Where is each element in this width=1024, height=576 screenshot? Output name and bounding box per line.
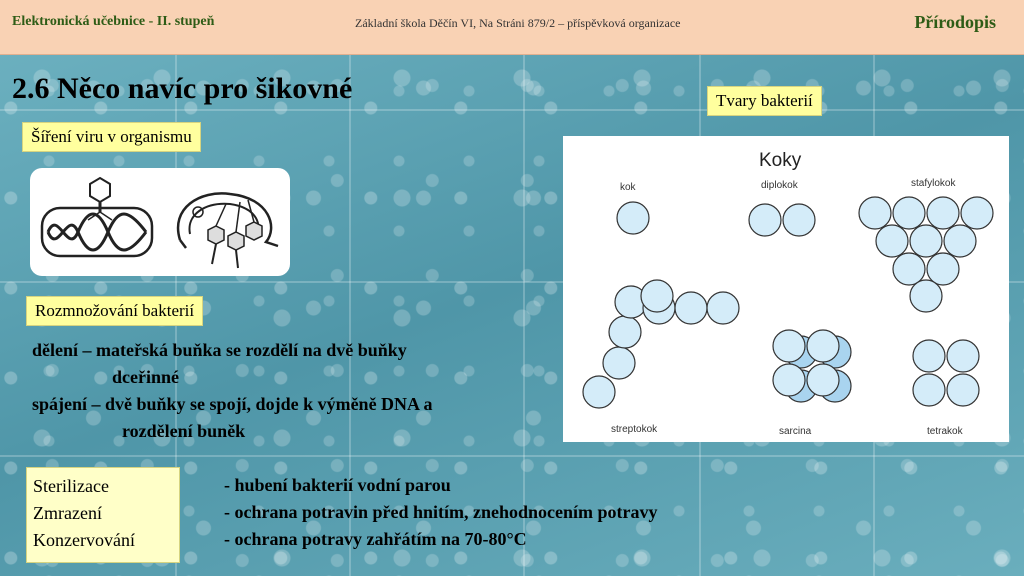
definitions-terms-box bbox=[26, 467, 180, 563]
header-bar bbox=[0, 0, 1024, 55]
cocci-title: Koky bbox=[759, 150, 802, 171]
diplokok-label: diplokok bbox=[761, 180, 798, 191]
header-textbook-title: Elektronická učebnice - II. stupeň bbox=[12, 14, 215, 29]
desc-freezing: - ochrana potravin před hnitím, znehodnocením potravy bbox=[224, 502, 658, 522]
bacteria-shapes-label: Tvary bakterií bbox=[707, 86, 822, 116]
sarcina-label: sarcina bbox=[779, 426, 812, 437]
header-subject: Přírodopis bbox=[914, 12, 996, 32]
desc-sterilization: - hubení bakterií vodní parou bbox=[224, 475, 451, 495]
cocci-drawing bbox=[563, 136, 1009, 442]
tetrakok-label: tetrakok bbox=[927, 426, 963, 437]
page-title: 2.6 Něco navíc pro šikovné bbox=[12, 72, 353, 105]
term-freezing: Zmrazení bbox=[33, 503, 102, 523]
conjugation-line-2: rozdělení buněk bbox=[122, 421, 246, 441]
virus-drawing bbox=[30, 168, 290, 276]
conjugation-line-1: spájení – dvě buňky se spojí, dojde k výměně DNA a bbox=[32, 394, 433, 414]
streptokok-label: streptokok bbox=[611, 424, 658, 435]
virus-illustration bbox=[30, 168, 290, 276]
desc-preservation: - ochrana potravy zahřátím na 70-80°C bbox=[224, 529, 527, 549]
term-sterilization: Sterilizace bbox=[33, 476, 109, 496]
stafylokok-label: stafylokok bbox=[911, 178, 956, 189]
division-line-1: dělení – mateřská buňka se rozdělí na dvě buňky bbox=[32, 340, 407, 360]
header-school-name: Základní škola Děčín VI, Na Stráni 879/2 – příspěvková organizace bbox=[355, 16, 681, 30]
bacteria-reproduction-label: Rozmnožování bakterií bbox=[26, 296, 203, 326]
term-preservation: Konzervování bbox=[33, 530, 135, 550]
kok-label: kok bbox=[620, 182, 636, 193]
division-line-2: dceřinné bbox=[112, 367, 179, 387]
virus-spread-label: Šíření viru v organismu bbox=[22, 122, 201, 152]
cocci-diagram bbox=[563, 136, 1009, 442]
